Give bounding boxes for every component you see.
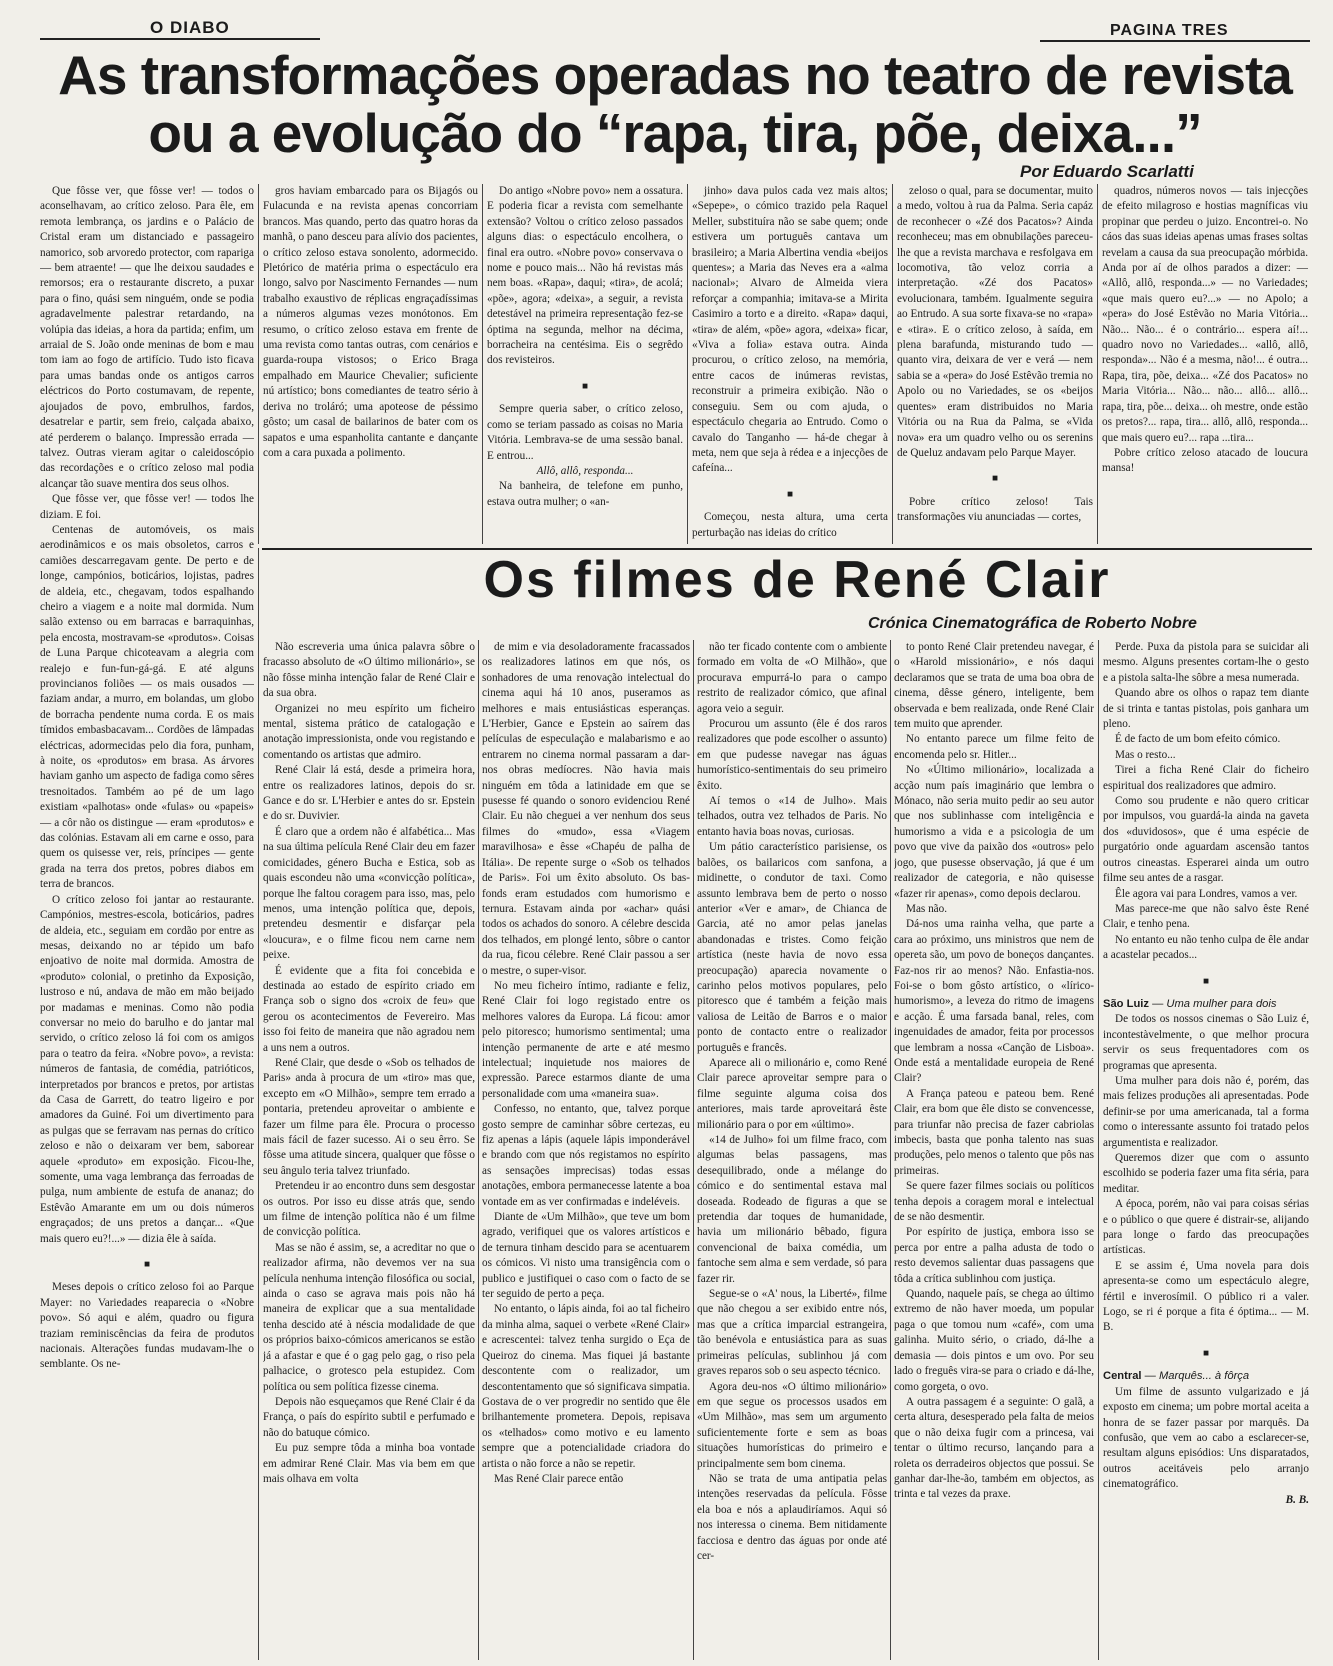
article1-paragraph: Na banheira, de telefone em punho, estava outra mulher; o «an- [487, 480, 683, 508]
article2-paragraph: Mas se não é assim, se, a acreditar no que o realizador afirma, não devemos ver na sua película nenhuma intenção filosófica ou social, ainda o caso se agrava mais pois não há maneira de explicar que a sua mentalidade tenha descido até à néscia modalidade de que os próprios baixo-cómicos americanos se estão já a afastar e que é o gag pelo gag, o riso pela palhacice, o grotesco pela estupidez. Com política ou sem política fizesse cinema. [263, 1241, 475, 1393]
article1-column-1 [40, 184, 254, 1660]
column-rule [258, 548, 259, 1660]
review-heading-central: Central — Marquês... à fôrça [1103, 1370, 1250, 1383]
article1-column-2 [263, 184, 478, 544]
article2-paragraph: Se quere fazer filmes sociais ou políticos tenha depois a coragem moral e intelectual de se não desmentir. [894, 1180, 1094, 1224]
article1-paragraph: jinho» dava pulos cada vez mais altos; «Sepepe», o cómico trazido pela Raquel Meller, substituíra não se sabe quem; onde estivera um português cantava um brasileiro; a Maria Albertina vendia «beijos quentes»; a Maria das Neves era a «alma nacional»; Alvaro de Almeida viera reforçar a companhia; imitava-se a Mirita Casimiro a torto e a direito. «Rapa» daqui, «tira» de além, «põe» agora, «deixa» ficar, «Viva a folia» estava outra. Ainda procurou, o crítico zeloso, na memória, entre cacos de inúmeras revistas, reconstruir a primeira exibição. Não o conseguiu. Sem ou com ajuda, o espectáculo chegaria ao Entrudo. Como o cavalo do Tanganho — há-de chegar à meta, nem que seja à rédea e a injecções de cafeína... [692, 185, 888, 475]
article2-paragraph: É evidente que a fita foi concebida e destinada ao estado de espírito criado em França sob o signo dos «croix de feu» que gerou os acontecimentos de Fevereiro. Mas isso foi feito de maneira que não agradou nem a uns nem a outros. [263, 964, 475, 1054]
article2-paragraph: Quando abre os olhos o rapaz tem diante de si trinta e tantas pistolas, pois ganhara um pleno. [1103, 687, 1309, 731]
article1-paragraph: zeloso o qual, para se documentar, muito a medo, voltou à rua da Palma. Seria capáz de reconhecer o «Zé dos Pacatos»? Ainda reconheceu; mas em obnubilações pareceu-lhe que a revista marchava e resfolgava em locomotiva, tão veloz corria a interpretação. «Zé dos Pacatos» evolucionara, também. Igualmente seguira ao Entrudo. A sua sorte fixava-se no «rapa» e «tira». E o crítico zeloso, à saída, em plena barafunda, misturando tudo — quanto vira, deixara de ver e verá — nem sabia se a «pera» do José Estêvão tremia no Apolo ou no Variedades, se os «beijos quentes» eram distribuidos no Maria Vitória ou na Rua da Palma, se «Vida nova» era um quadro velho ou os serenins de Queluz andavam pelo Parque Mayer. [897, 185, 1093, 459]
article2-paragraph: Mas o resto... [1115, 748, 1176, 761]
article2-paragraph: não ter ficado contente com o ambiente formado em volta de «O Milhão», que procurava empurrá-lo para o campo restrito de realizador cómico, que afinal agora veio a seguir. [697, 641, 887, 715]
article1-paragraph: quadros, números novos — tais injecções de efeito milagroso e hostias magníficas viu propinar que perdeu o juizo. Encontrei-o. No cáos das suas ideias apenas umas frases soltas revelam a causa da sua preocupação mórbida. Anda por aí de olhos parados a dizer: — «Allô, allô, responda...» — no Variedades; «que mais quero eu?...» — no Apolo; a «pera» do José Estêvão no Maria Vitória... Não... Não... é o contrário... espera aí!... quadro novo no Variedades... «allô, allô, responda»... Não é a mesma, não!... é outra... Rapa, tira, põe, deixa... «Zé dos Pacatos» no Maria Vitória... Não... não... allô... allô... rapa, tira, põe... deixa... oh mestre, onde estão os pretos?... rapa, tira... allô, allô, responda... que mais quero eu?... rapa ...tira... [1102, 185, 1308, 444]
article2-paragraph: de mim e via desoladoramente fracassados os realizadores latinos em que nós, os sonhadores de uma renovação intelectual do cinema aqui há 10 anos, puseramos as melhores e mais entusiásticas esperanças. L'Herbier, Gance e Epstein ao saírem das películas de especulação e malabarismo e ao entrarem no cinema normal passaram a dar-nos obras medíocres. Não havia mais ninguém em tôda a latinidade em que se pusesse fé quando o sonoro evidenciou René Clair. Eu não cheguei a ver nenhum dos seus filmes do «mudo», essa «Viagem maravilhosa» e êsse «Chapéu de palha de Itália». De repente surge o «Sob os telhados de Paris». Foi um êxito absoluto. Os bas-fonds eram estudados com humorismo e ternura. Estavam ainda por «achar» quási todos os achados do sonoro. A célebre descida dos telhados, em plongé lento, sôbre o cantor da rua, ficou célebre. René Clair passou a ser o mestre, o super-visor. [482, 641, 690, 977]
article2-paragraph: No «Último milionário», localizada a acção num país imaginário que lembra o Mónaco, não seria muito pedir ao seu autor que nos sublinhasse com inteligência e humorismo a vida e a psicologia de um povo que vive da paixão dos «outros» pelo jogo, que pusesse observação, já que é um realizador de categoria, e não quisesse «fazer rir apenas», como depois declarou. [894, 764, 1094, 900]
article2-paragraph: Não escreveria uma única palavra sôbre o fracasso absoluto de «O último milionário», se não fôsse minha intenção falar de René Clair e da sua obra. [263, 641, 475, 700]
newspaper-name: O DIABO [150, 18, 230, 37]
article2-paragraph: Mas René Clair parece então [494, 1472, 624, 1485]
article2-paragraph: No entanto eu não tenho culpa de êle andar a acastelar pecados... [1103, 933, 1309, 962]
article2-paragraph: René Clair lá está, desde a primeira hora, entre os realizadores latinos, depois do sr. Gance e do sr. L'Herbier e antes do sr. Epstein e do sr. Duvivier. [263, 764, 475, 823]
article2-paragraph: Tirei a ficha René Clair do ficheiro espiritual dos realizadores que admiro. [1103, 764, 1309, 792]
article1-column-3 [487, 184, 683, 544]
article2-paragraph: to ponto René Clair pretendeu navegar, é o «Harold missionário», e nós daqui declaramos que se trata de uma boa obra de cinema, dêsse género, inteligente, bem observada e bem realizada, onde René Clair tem muito que aprender. [894, 641, 1094, 731]
section-separator: ■ [143, 1259, 151, 1271]
review-paragraph: Uma mulher para dois não é, porém, das mais felizes produções ali apresentadas. Pode definir-se por uma americanada, tal a forma como o interessante assunto foi tratado pelos argumentista e realizador. [1103, 1074, 1309, 1149]
article1-column-6 [1102, 184, 1308, 544]
article2-paragraph: Perde. Puxa da pistola para se suicidar ali mesmo. Alguns presentes cortam-lhe o gesto e a pistola salta-lhe sôbre a mesa numerada. [1103, 641, 1309, 684]
review-paragraph: E se assim é, Uma novela para dois apresenta-se como um espectáculo alegre, fértil e inverosímil. O público ri a valer. Logo, se ri é porque a fita é óptima... — M. B. [1103, 1259, 1309, 1334]
article2-headline: Os filmes de René Clair [483, 551, 1111, 609]
review-signature: B. B. [1285, 1493, 1309, 1506]
review-paragraph: A época, porém, não vai para coisas sérias e o público o que quere é distrair-se, alijando para longe o fardo das preocupações artísticas. [1103, 1198, 1309, 1257]
article2-paragraph: Dá-nos uma rainha velha, que parte a cara ao próximo, uns ministros que nem de opereta são, um povo de boneços dançantes. Faz-nos rir ao menos? Não. Enfastia-nos. Foi-se o bom gôsto artístico, o «lírico-humorismo», a leveza do ritmo de imagens e acção. É uma farsada banal, reles, com ingenuidades de amador, feita por processos que lembram a nossa «Canção de Lisboa». Onde está a mentalidade europeia de René Clair? [894, 918, 1094, 1085]
article2-byline: Crónica Cinematográfica de Roberto Nobre [868, 615, 1197, 632]
review-film: Uma mulher para dois [1166, 997, 1277, 1010]
article1-column-4 [692, 184, 888, 544]
article2-paragraph: «14 de Julho» foi um filme fraco, com algumas belas passagens, mas desequilibrado, onde a mélange do cómico e do sentimental estava mal doseada. Rodeado de figuras a que se pretendia dar toques de humanidade, havia um milionário bêbado, figura convencional de baixa comédia, um fantoche sem alma e sem verdade, só para fazer rir. [697, 1134, 887, 1285]
article2-paragraph: Diante de «Um Milhão», que teve um bom agrado, verifiquei que os valores artísticos e de ternura tinham descido para se acentuarem os cómicos. Vi nisto uma transigência com o publico e justifiquei o caso com o facto de se ter seguido de perto a peça. [482, 1211, 690, 1301]
masthead-rule-right [1040, 40, 1310, 42]
article1-paragraph: gros haviam embarcado para os Bijagós ou Fulacunda e na revista apenas concorriam brancos. Mas quando, perto das quatro horas da manhã, o pano desceu para alívio dos pacientes, o crítico zeloso estava sonolento, adormecido. Pletórico de matéria prima o espectáculo era longo, salvo por Nascimento Fernandes — num trabalho exaustivo de réplicas engraçadíssimas a números algumas vezes monótonos. Em resumo, o crítico zeloso estava em frente de uma revista como tantas outras, com cenários e guarda-roupa vistosos; o Erico Braga empalhado em Maurice Chevalier; suficiente nú artístico; bons comediantes de teatro sério à deriva no troláró; uma apoteose de péssimo gôsto; um casal de bailarinos de bater com os sapatos e uma espanholita cantante e dançante com a cara puxada a polimento. [263, 185, 478, 459]
article2-paragraph: Mas parece-me que não salvo êste René Clair, e tenho pena. [1103, 902, 1309, 931]
article2-paragraph: Organizei no meu espírito um ficheiro mental, sistema prático de catalogação e anotação impressionista, onde vou registando e comentando os artistas que admiro. [263, 702, 475, 761]
article2-paragraph: Aparece ali o milionário e, como René Clair parece aproveitar sempre para o filme seguinte alguma coisa dos anteriores, mais tarde aproveitará êste milionário para o por em «último». [697, 1056, 887, 1131]
review-paragraph: De todos os nossos cinemas o São Luiz é, incontestàvelmente, o que melhor procura servir os seus frequentadores com os programas que apresenta. [1103, 1013, 1309, 1072]
article-divider [262, 548, 1312, 550]
article2-paragraph: A outra passagem é a seguinte: O galã, a certa altura, desesperado pela falta de meios que o não deixa fugir com a princesa, vai tentar o último recurso, lançando para a roleta os derradeiros objectos que possui. Se ganhar dar-lhe-ão, também em objectos, as trinta e tal vezes da praxe. [894, 1395, 1094, 1501]
article2-paragraph: Agora deu-nos «O último milionário» em que segue os processos usados em «Um Milhão», mas sem um argumento suficientemente forte e sem as boas situações humorísticas do primeiro e principalmente sem bom cinema. [697, 1380, 887, 1470]
column-rule [258, 184, 259, 544]
masthead [0, 0, 1333, 44]
review-paragraph: Um filme de assunto vulgarizado e já exposto em cinema; um pobre mortal aceita a honra de se fazer passar por marquês. Da confusão, que vem ao cabo a esclarecer-se, resultam alguns episódios: Uns disparatados, outros aceitáveis pelo arranjo cinematográfico. [1103, 1385, 1309, 1491]
section-separator: ■ [991, 473, 999, 485]
page-label: PAGINA TRES [1110, 22, 1229, 39]
article1-byline: Por Eduardo Scarlatti [1020, 162, 1194, 181]
article1-paragraph: Começou, nesta altura, uma certa perturbação nas ideias do crítico [692, 511, 888, 539]
article2-paragraph: No entanto parece um filme feito de encomenda pelo sr. Hitler... [894, 733, 1094, 761]
article2-paragraph: Aí temos o «14 de Julho». Mais telhados, outra vez telhados de Paris. No entanto havia boas novas, curiosas. [697, 795, 887, 838]
column-rule [1097, 184, 1098, 544]
article1-paragraph: Pobre crítico zeloso! Tais transformações viu anunciadas — cortes, [897, 495, 1093, 524]
article2-paragraph: Procurou um assunto (êle é dos raros realizadores que pode escolher o assunto) em que pudesse navegar nas águas humorístico-sentimentais do seu primeiro êxito. [697, 718, 887, 792]
article2-column-4 [894, 640, 1094, 1660]
article1-paragraph: Centenas de automóveis, os mais aerodinâmicos e os mais obsoletos, carros e camiões descarregavam gente. De perto e de longe, campónios, boticários, lojistas, padres de aldeia, etc., chegavam, todos espalhando cheiro a viagem e a noite mal dormida. Num salão extenso ou em barracas e barraquinhas, pela encosta, mostravam-se «produtos». Coisas de Luna Parque chicoteavam a alegria com realejo e fun-fun-gá-gá. E até alguns provincianos foliões — os mais ousados — faziam andar, a murro, em bolandas, um globo de borracha pendente numa corda. E os mais tímidos embasbacavam... Cordões de lâmpadas eléctricas, adormecidas pelo dia fora, punham, à noite, os «produtos» em brasa. As árvores haviam ganho um aspecto de fadiga como sêres tresnoitados. Também ao pé de um lago existiam «palhotas» onde «fulas» ou «papeis» — a côr não os distingue — eram «produtos» e das colónias. Estavam ali em carne e osso, para quem os quisesse ver, reis, príncipes — gente grada na terra dos pretos, pobres diabos em terra de brancos. [40, 523, 254, 891]
article1-title-line2: ou a evolução do “rapa, tira, põe, deixa...” [148, 102, 1202, 164]
article2-column-2 [482, 640, 690, 1660]
article2-paragraph: É claro que a ordem não é alfabética... Mas na sua última película René Clair deu em fazer comicidades, género Bucha e Estica, sob as quais escondeu não uma «convicção política», porque lhe faltou coragem para isso, mas, pelo menos, uma intenção política que, depois, pretendeu desmentir e disfarçar pela «loucura», e o filme ficou nem carne nem peixe. [263, 825, 475, 962]
section-separator: ■ [581, 380, 589, 392]
article2-paragraph: É de facto de um bom efeito cómico. [1115, 733, 1281, 746]
review-cinema: São Luiz [1103, 997, 1149, 1010]
article1-quote: Allô, allô, responda... [536, 464, 634, 477]
article2-paragraph: Por espírito de justiça, embora isso se perca por entre a palha adusta de todo o resto devemos salientar duas passagens que tôda a crítica sublinhou com justiça. [894, 1226, 1094, 1285]
article2-paragraph: Êle agora vai para Londres, vamos a ver. [1115, 887, 1298, 900]
review-film: Marquês... à fôrça [1158, 1370, 1250, 1383]
column-rule [1098, 640, 1099, 1660]
article1-paragraph: Pobre crítico zeloso atacado de loucura mansa! [1102, 446, 1308, 475]
article2-paragraph: Pretendeu ir ao encontro duns sem desgostar os outros. Por isso eu disse atrás que, sendo um filme de intenção política não é um filme de convicção política. [263, 1180, 475, 1239]
article2-paragraph: Segue-se o «A' nous, la Liberté», filme que não chegou a ser exibido entre nós, mas que a crítica imparcial estrangeira, tão benévola e entusiástica para as suas primeiras películas, sublinhou já com graves reparos sob o seu aspecto técnico. [697, 1288, 887, 1378]
article2-paragraph: Confesso, no entanto, que, talvez porque gosto sempre de caminhar sôbre certezas, eu fiz apenas a lápis (aquele lápis imponderável e brando com que nós registamos no espírito as sensações imprecisas) todas essas anotações, embora permanecesse latente a boa vontade em as ver confirmadas e indeléveis. [482, 1103, 690, 1208]
column-rule [478, 640, 479, 1660]
article2-column-3 [697, 640, 887, 1660]
article2-paragraph: Depois não esqueçamos que René Clair é da França, o país do espírito subtil e perfumado e não do batuque cómico. [263, 1395, 475, 1439]
column-rule [890, 640, 891, 1660]
column-rule [482, 184, 483, 544]
article1-paragraph: Do antigo «Nobre povo» nem a ossatura. E poderia ficar a revista com semelhante extensão? Voltou o crítico zeloso passados alguns dias: o espectáculo encolhera, o final era outro. «Nobre povo» conservava o nome e pouco mais... Não há revistas más nem boas. «Rapa», daqui; «tira», de acolá; «põe», agora; «deixa», a seguir, a revista detestável na primeira representação fez-se óptima na segunda, melhor na décima, borracheira na centésima. Eis o segrêdo dos revisteiros. [487, 185, 683, 367]
column-rule [687, 184, 688, 544]
review-cinema: Central [1103, 1370, 1142, 1383]
article2-paragraph: Mas não. [906, 902, 948, 915]
article2-paragraph: No meu ficheiro íntimo, radiante e feliz, René Clair foi logo registado entre os melhores valores da Europa. Lá ficou: amor pelo pitoresco; humorismo sentimental; uma intenção permanente de arte e até mesmo intelectual; inquietude nos maiores de expressão. Parece estarmos diante de uma personalidade com uma «maneira sua». [482, 979, 690, 1100]
article2-paragraph: Não se trata de uma antipatia pelas intenções reservadas da película. Fôsse ela boa e nós a aplaudiríamos. Aqui só nos interessa o cinema. Bem nitidamente facciosa e dentro das águas por onde até cer- [697, 1472, 887, 1562]
article2-paragraph: Quando, naquele país, se chega ao último extremo de não haver moeda, um popular paga o que tomou num «café», com uma galinha. Muito sério, o criado, dá-lhe a demasia — dois pintos e um ovo. Por seu lado o freguês vira-se para o criado e dá-lhe, como gorgeta, o ovo. [894, 1288, 1094, 1393]
article2-paragraph: Como sou prudente e não quero criticar por impulsos, vou guardá-la ainda na gaveta dos «duvidosos», que é uma espécie de purgatório onde aguardam ascensão tantos outros cineastas. Esperarei ainda um outro filme seu antes de a rasgar. [1103, 795, 1309, 885]
section-separator: ■ [1202, 1347, 1210, 1359]
article2-paragraph: No entanto, o lápis ainda, foi ao tal ficheiro da minha alma, saquei o verbete «René Clair» e acrescentei: talvez tenha surgido o Eça de Queiroz do cinema. Mas fiquei já bastante descontente com o realizador, um descontentamento que só significava simpatia. Gostava de o ver progredir no sentido que êle brilhantemente prometera. Depois, repisava os «telhados» como motivo e eu lamento sempre que a potencialidade criadora do artista o não force a não se repetir. [482, 1303, 690, 1470]
column-rule [892, 184, 893, 544]
article2-column-5 [1103, 640, 1309, 1660]
article1-headline [40, 46, 1310, 162]
review-paragraph: Queremos dizer que com o assunto escolhido se poderia fazer uma fita séria, para meditar. [1103, 1152, 1309, 1195]
column-rule [693, 640, 694, 1660]
article1-paragraph: Que fôsse ver, que fôsse ver! — todos lhe diziam. E foi. [40, 493, 254, 521]
article1-paragraph: Sempre queria saber, o crítico zeloso, como se teriam passado as coisas no Maria Vitória. Lembrava-se de uma sessão banal. E entrou... [487, 403, 683, 462]
article1-column-5 [897, 184, 1093, 544]
article1-paragraph: Meses depois o crítico zeloso foi ao Parque Mayer: no Variedades reaparecia o «Nobre povo». Só aqui e além, quadro ou figura traziam reminiscências da feira de produtos nacionais. Alterações fundas mudavam-lhe o semblante. Os ne- [40, 1281, 254, 1371]
article2-paragraph: Eu puz sempre tôda a minha boa vontade em admirar René Clair. Mas via bem em que mais olhava em volta [263, 1442, 475, 1485]
masthead-rule-left [40, 38, 320, 40]
article1-paragraph: Que fôsse ver, que fôsse ver! — todos o aconselhavam, ao crítico zeloso. Para êle, em remota lembrança, os jardins e o Palácio de Cristal eram um distanciado e passageiro namorico, sob arvoredo protector, com rapariga — bem atraente! — que lhe deixou saudades e remorsos; era o restaurante discreto, a puxar para o fino, quási sem ninguém, onde se podia agradavelmente palestrar retardando, na volúpia das ideias, a hora da partida; enfim, um arraial de S. João onde meninas de bom e mau tom iam ao fogo de artifício. Tudo isto ficava para umas bandas onde os antigos carros eléctricos do Porto costumavam, de repente, ajoujados de povo, embrulhos, fardos, desatrelar e partir, sem freio, calçada abaixo, até perderem o balanço. Impressão errada — talvez. Outras vieram agitar o caleidoscópio das recordações e o crítico zeloso mal podia alcançar tão suave mentira dos seus olhos. [40, 185, 254, 490]
article1-paragraph: O crítico zeloso foi jantar ao restaurante. Campónios, mestres-escola, boticários, padres de aldeia, etc., seguiam em cordão por entre as mesas, deixando no ar tépido um bafo enjoativo de noite mal dormida. Amostra de «produto» colonial, o pretinho da Exposição, lustroso e nú, andava de mão em mão beijado por madamas e meninas. Como não podia conversar no meio do barulho e do jantar mal servido, o crítico zeloso lá foi com os amigos para o teatro da feira. «Nobre povo», a revista: números de fantasia, de comédia, patrióticos, interpretados por brancos e pretos, por artistas da Casa de Garrett, do teatro ligeiro e por amadores da Guiné. Foi um divertimento para as pulgas que se ferravam nas pernas do crítico zeloso e não o deixaram ver bem, saborear aquele «produto» em exposição. Ficou-lhe, somente, uma vaga lembrança das ferroadas de pulga, num ambiente de estufa de ananaz; do Estêvão Amarante em um ou dois números engraçados; de uns pretos a dançar... «Que mais quero eu?!...» — dizia êle à saída. [40, 893, 254, 1245]
article1-title-line1: As transformações operadas no teatro de revista [58, 44, 1292, 106]
article2-paragraph: A França pateou e pateou bem. René Clair, era bom que êle disto se convencesse, para triunfar não precisa de fazer cabriolas imbecis, basta que ponha talento nas suas produções, pelo menos o talento que pôs nas primeiras. [894, 1087, 1094, 1177]
review-heading-sao-luiz: São Luiz — Uma mulher para dois [1103, 997, 1277, 1010]
article2-column-1 [263, 640, 475, 1660]
section-separator: ■ [1202, 975, 1210, 987]
section-separator: ■ [786, 488, 794, 500]
article2-paragraph: Um pátio característico parisiense, os balões, os bailaricos com sanfona, a midinette, o condutor de taxi. Como assunto lembrava bem de perto o nosso anterior «Ver e amar», de Chianca de Garcia, até no amor pelas janelas abandonadas e tristes. Como feição artística (neste havia de novo essa preocupação) aparecia novamente o carinho pelos motivos populares, pelo pitoresco que é também a feição mais valiosa de Leitão de Barros e o maior ponto de contacto entre o realizador português e francês. [697, 841, 887, 1054]
article2-paragraph: René Clair, que desde o «Sob os telhados de Paris» anda à procura de um «tiro» mas que, excepto em «O Milhão», sempre tem errado a pontaria, pretendeu aproveitar o ambiente e fazer um filme para êle. Procura o processo mais fácil de fazer sucesso. Ai o seu êrro. Se fôsse uma atitude sincera, qualquer que fôsse o seu ângulo teria talvez triunfado. [263, 1056, 475, 1177]
